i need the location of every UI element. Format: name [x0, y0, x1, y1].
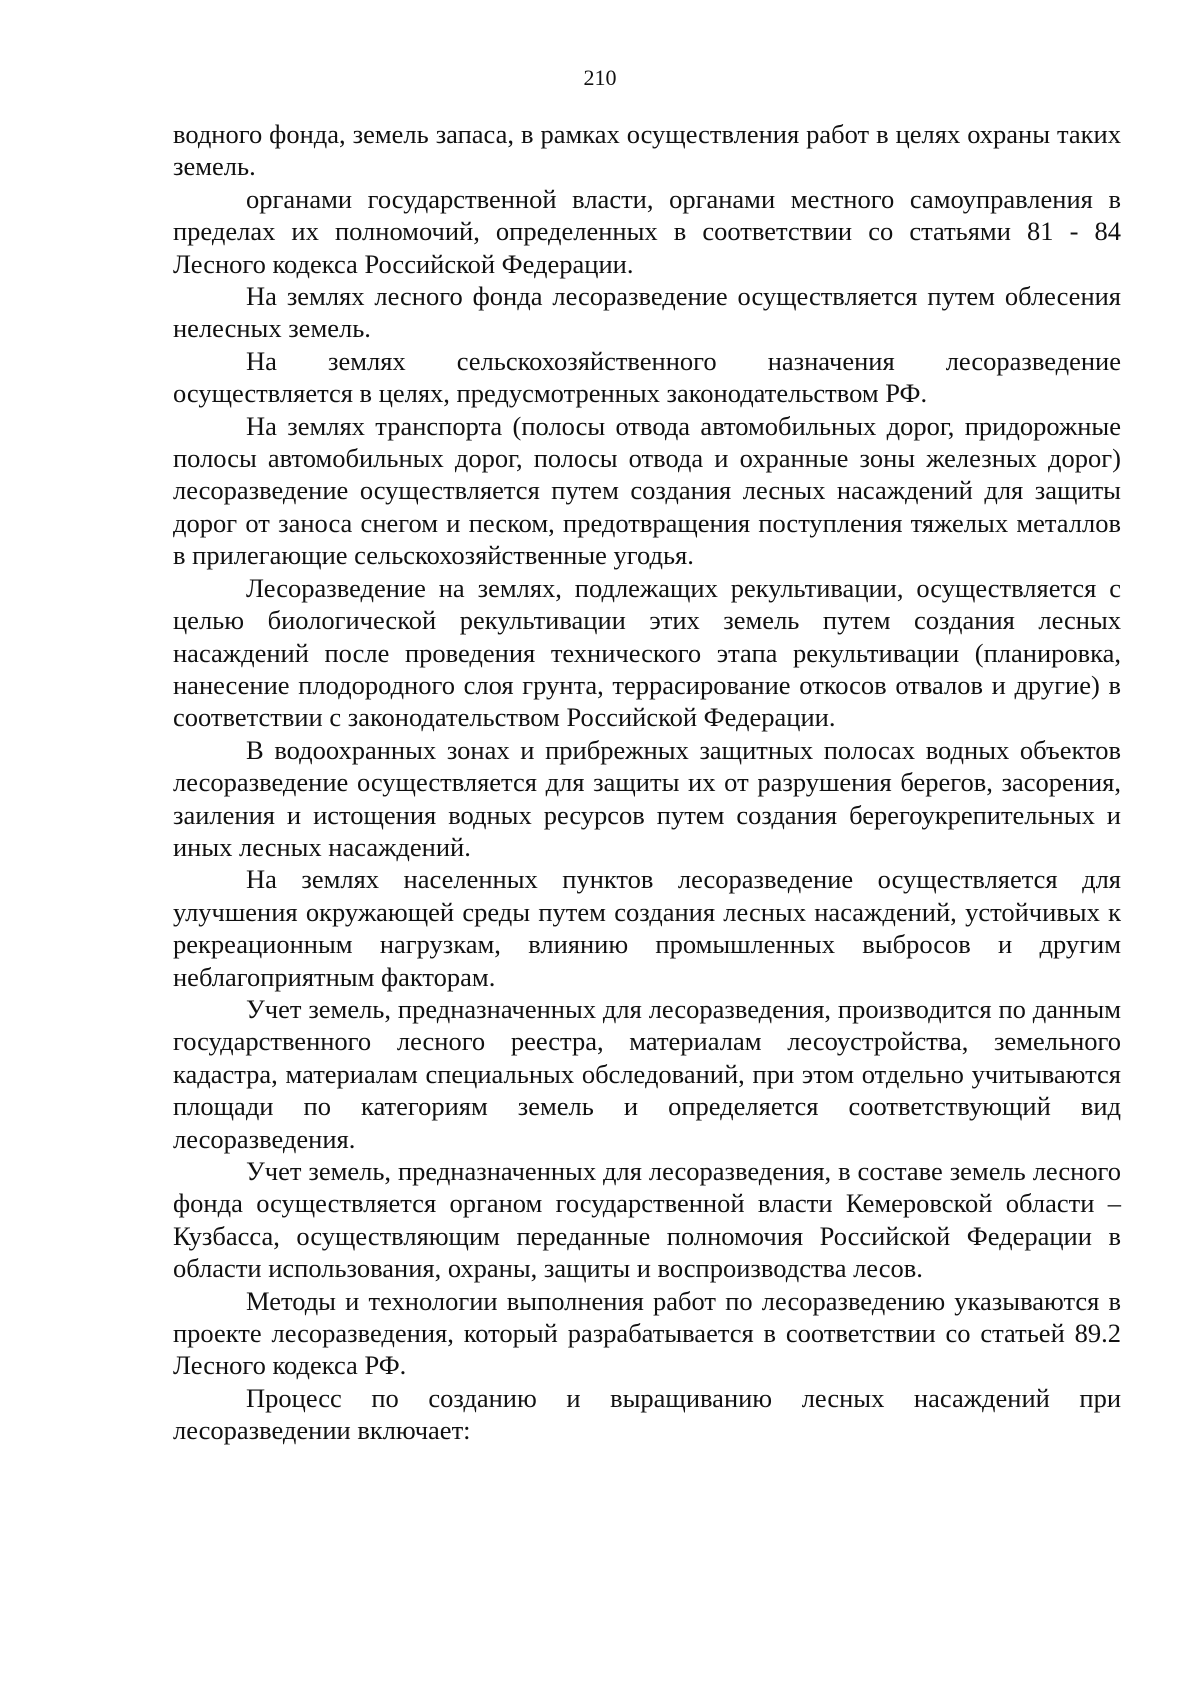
page-number: 210	[583, 65, 617, 90]
paragraph-water-protection-zones: В водоохранных зонах и прибрежных защитных полосах водных объектов лесоразведение осуществляется для защиты их от разрушения берегов, засорения, заиления и истощения водных ресурсов путем создания берегоукрепительных и иных лесных насаждений.	[173, 734, 1121, 862]
paragraph-forest-fund-accounting: Учет земель, предназначенных для лесоразведения, в составе земель лесного фонда осуществляется органом государственной власти Кемеровской области – Кузбасса, осуществляющим переданные полномочия Российской Федерации в области использования, охраны, защиты и воспроизводства лесов.	[173, 1156, 1121, 1284]
paragraph-land-accounting: Учет земель, предназначенных для лесоразведения, производится по данным государственного лесного реестра, материалам лесоустройства, земельного кадастра, материалам специальных обследований, при этом отдельно учитываются площади по категориям земель и определяется соответствующий вид лесоразведения.	[173, 993, 1121, 1154]
paragraph-recultivation-lands: Лесоразведение на землях, подлежащих рекультивации, осуществляется с целью биологической рекультивации этих земель путем создания лесных насаждений после проведения технического этапа рекультивации (планировка, нанесение плодородного слоя грунта, террасирование откосов отвалов и другие) в соответствии с законодательством Российской Федерации.	[173, 572, 1121, 733]
paragraph-continuation: водного фонда, земель запаса, в рамках осуществления работ в целях охраны таких земель.	[173, 119, 1121, 182]
paragraph-forest-fund-lands: На землях лесного фонда лесоразведение осуществляется путем облесения нелесных земель.	[173, 281, 1121, 344]
paragraph-transport-lands: На землях транспорта (полосы отвода автомобильных дорог, придорожные полосы автомобильных дорог, полосы отвода и охранные зоны железных дорог) лесоразведение осуществляется путем создания лесных насаждений для защиты дорог от заноса снегом и песком, предотвращения поступления тяжелых металлов в прилегающие сельскохозяйственные угодья.	[173, 410, 1121, 571]
document-body	[173, 118, 1121, 1447]
paragraph-agricultural-lands: На землях сельскохозяйственного назначения лесоразведение осуществляется в целях, предусмотренных законодательством РФ.	[173, 345, 1121, 409]
paragraph-authorities: органами государственной власти, органами местного самоуправления в пределах их полномочий, определенных в соответствии со статьями 81 - 84 Лесного кодекса Российской Федерации.	[173, 183, 1121, 279]
paragraph-settlement-lands: На землях населенных пунктов лесоразведение осуществляется для улучшения окружающей среды путем создания лесных насаждений, устойчивых к рекреационным нагрузкам, влиянию промышленных выбросов и другим неблагоприятным факторам.	[173, 864, 1121, 992]
paragraph-methods-technologies: Методы и технологии выполнения работ по лесоразведению указываются в проекте лесоразведения, который разрабатывается в соответствии со статьей 89.2 Лесного кодекса РФ.	[173, 1285, 1121, 1381]
paragraph-process-includes: Процесс по созданию и выращиванию лесных насаждений при лесоразведении включает:	[173, 1382, 1121, 1446]
